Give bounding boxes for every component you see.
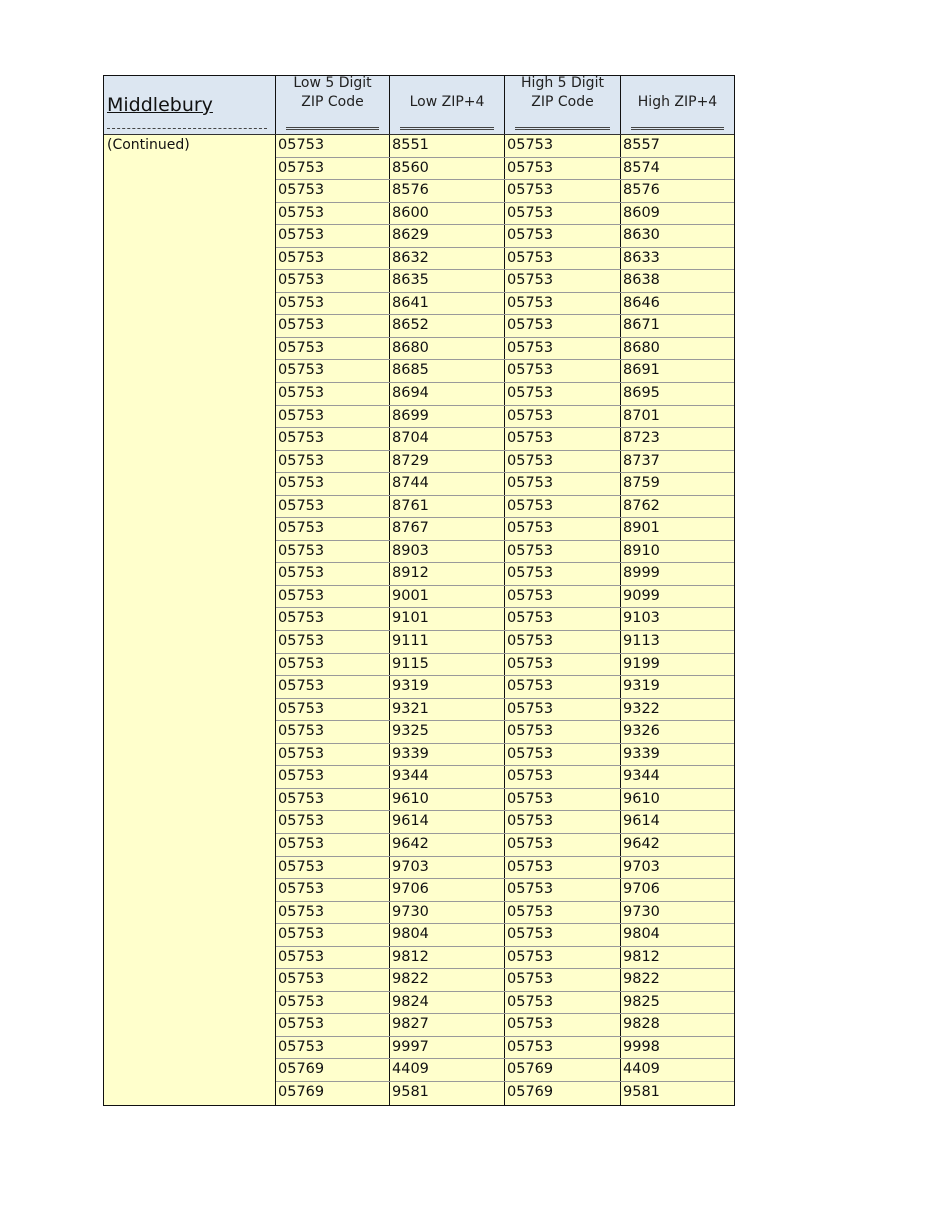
high-5-digit-cell: 05753 (505, 428, 621, 450)
high-5-digit-cell: 05753 (505, 1014, 621, 1036)
low-zip4-cell: 8729 (390, 451, 505, 473)
table-row (276, 699, 734, 722)
low-zip4-cell: 8641 (390, 293, 505, 315)
table-row (276, 969, 734, 992)
low-5-digit-cell: 05753 (276, 947, 390, 969)
low-zip4-cell: 8629 (390, 225, 505, 247)
table-row (276, 789, 734, 812)
high-zip4-cell: 8759 (623, 475, 660, 492)
table-row (276, 496, 734, 519)
table-row (276, 631, 734, 654)
high-5-digit-cell: 05769 (505, 1082, 621, 1105)
high-zip4-cell: 9099 (623, 587, 660, 604)
low-5-digit-cell: 05753 (276, 744, 390, 766)
table-row (276, 518, 734, 541)
high-5-digit-cell: 05753 (505, 203, 621, 225)
table-header (104, 76, 734, 135)
header-low-5-digit (276, 76, 390, 134)
header-high-5-digit-label: High 5 Digit ZIP Code (521, 75, 604, 110)
high-5-digit-cell: 05753 (505, 789, 621, 811)
high-zip4-cell: 9804 (623, 926, 660, 943)
high-zip4-cell: 9581 (623, 1083, 660, 1100)
high-zip4-cell: 8671 (623, 317, 660, 334)
table-row (276, 744, 734, 767)
high-zip4-cell: 9822 (623, 971, 660, 988)
table-row (276, 924, 734, 947)
low-zip4-cell: 9001 (390, 586, 505, 608)
high-zip4-cell: 8646 (623, 294, 660, 311)
low-zip4-cell: 9111 (390, 631, 505, 653)
high-5-digit-cell: 05753 (505, 676, 621, 698)
high-zip4-cell: 8609 (623, 204, 660, 221)
city-column (104, 135, 276, 1105)
low-zip4-cell: 9827 (390, 1014, 505, 1036)
table-row (276, 834, 734, 857)
low-5-digit-cell: 05753 (276, 383, 390, 405)
table-row (276, 383, 734, 406)
table-row (276, 428, 734, 451)
city-name: Middlebury (107, 94, 213, 116)
high-zip4-cell: 9344 (623, 768, 660, 785)
high-5-digit-cell: 05753 (505, 766, 621, 788)
table-row (276, 203, 734, 226)
table-row (276, 811, 734, 834)
low-5-digit-cell: 05753 (276, 518, 390, 540)
header-high-zip4 (621, 76, 734, 134)
low-5-digit-cell: 05753 (276, 879, 390, 901)
low-5-digit-cell: 05753 (276, 248, 390, 270)
low-zip4-cell: 9642 (390, 834, 505, 856)
high-5-digit-cell: 05753 (505, 857, 621, 879)
table-row (276, 1059, 734, 1082)
low-5-digit-cell: 05753 (276, 766, 390, 788)
header-high-zip4-label: High ZIP+4 (637, 94, 718, 110)
high-5-digit-cell: 05753 (505, 383, 621, 405)
high-zip4-cell: 9319 (623, 678, 660, 695)
low-zip4-cell: 9703 (390, 857, 505, 879)
table-row (276, 879, 734, 902)
low-5-digit-cell: 05753 (276, 338, 390, 360)
high-5-digit-cell: 05753 (505, 451, 621, 473)
high-5-digit-cell: 05753 (505, 135, 621, 157)
high-zip4-cell: 9103 (623, 610, 660, 627)
high-zip4-cell: 9825 (623, 993, 660, 1010)
low-zip4-cell: 8767 (390, 518, 505, 540)
low-5-digit-cell: 05753 (276, 969, 390, 991)
header-low-zip4 (390, 76, 505, 134)
high-5-digit-cell: 05753 (505, 654, 621, 676)
continued-label: (Continued) (107, 137, 190, 153)
low-5-digit-cell: 05753 (276, 360, 390, 382)
header-city (104, 76, 276, 134)
table-row (276, 360, 734, 383)
low-5-digit-cell: 05753 (276, 676, 390, 698)
low-5-digit-cell: 05753 (276, 811, 390, 833)
high-5-digit-cell: 05753 (505, 270, 621, 292)
high-5-digit-cell: 05753 (505, 811, 621, 833)
low-zip4-cell: 8652 (390, 315, 505, 337)
high-5-digit-cell: 05753 (505, 992, 621, 1014)
high-zip4-cell: 8576 (623, 182, 660, 199)
high-zip4-cell: 9113 (623, 633, 660, 650)
header-divider (400, 127, 494, 130)
high-zip4-cell: 9199 (623, 655, 660, 672)
low-zip4-cell: 9706 (390, 879, 505, 901)
low-5-digit-cell: 05753 (276, 293, 390, 315)
low-5-digit-cell: 05753 (276, 608, 390, 630)
high-zip4-cell: 8723 (623, 430, 660, 447)
low-5-digit-cell: 05753 (276, 406, 390, 428)
low-5-digit-cell: 05753 (276, 992, 390, 1014)
table-row (276, 338, 734, 361)
table-row (276, 473, 734, 496)
low-5-digit-cell: 05753 (276, 789, 390, 811)
table-row (276, 225, 734, 248)
high-5-digit-cell: 05753 (505, 969, 621, 991)
low-zip4-cell: 9581 (390, 1082, 505, 1105)
high-zip4-cell: 9703 (623, 858, 660, 875)
high-zip4-cell: 9828 (623, 1016, 660, 1033)
high-5-digit-cell: 05753 (505, 586, 621, 608)
table-row (276, 608, 734, 631)
high-zip4-cell: 8638 (623, 272, 660, 289)
table-row (276, 270, 734, 293)
low-zip4-cell: 8912 (390, 563, 505, 585)
table-row (276, 293, 734, 316)
low-zip4-cell: 4409 (390, 1059, 505, 1081)
high-5-digit-cell: 05753 (505, 315, 621, 337)
high-zip4-cell: 9322 (623, 700, 660, 717)
low-5-digit-cell: 05753 (276, 135, 390, 157)
low-zip4-cell: 9822 (390, 969, 505, 991)
header-divider (107, 128, 267, 129)
table-row (276, 248, 734, 271)
high-5-digit-cell: 05753 (505, 225, 621, 247)
table-row (276, 857, 734, 880)
low-zip4-cell: 8744 (390, 473, 505, 495)
low-zip4-cell: 9997 (390, 1037, 505, 1059)
low-5-digit-cell: 05753 (276, 158, 390, 180)
table-row (276, 135, 734, 158)
high-zip4-cell: 9610 (623, 790, 660, 807)
high-zip4-cell: 9998 (623, 1038, 660, 1055)
low-zip4-cell: 9824 (390, 992, 505, 1014)
table-row (276, 180, 734, 203)
table-row (276, 1014, 734, 1037)
low-5-digit-cell: 05753 (276, 473, 390, 495)
high-zip4-cell: 8901 (623, 520, 660, 537)
high-5-digit-cell: 05753 (505, 360, 621, 382)
high-5-digit-cell: 05753 (505, 631, 621, 653)
low-zip4-cell: 8560 (390, 158, 505, 180)
low-zip4-cell: 9325 (390, 721, 505, 743)
high-5-digit-cell: 05753 (505, 563, 621, 585)
high-5-digit-cell: 05753 (505, 699, 621, 721)
low-zip4-cell: 9101 (390, 608, 505, 630)
high-5-digit-cell: 05753 (505, 924, 621, 946)
table-row (276, 451, 734, 474)
high-zip4-cell: 9812 (623, 948, 660, 965)
high-zip4-cell: 9706 (623, 881, 660, 898)
low-zip4-cell: 9339 (390, 744, 505, 766)
low-zip4-cell: 9319 (390, 676, 505, 698)
high-zip4-cell: 8762 (623, 497, 660, 514)
high-zip4-cell: 8557 (623, 137, 660, 153)
header-high-5-digit (505, 76, 621, 134)
high-5-digit-cell: 05753 (505, 1037, 621, 1059)
table-row (276, 947, 734, 970)
low-zip4-cell: 9804 (390, 924, 505, 946)
high-zip4-cell: 8999 (623, 565, 660, 582)
zip-range-table (103, 75, 735, 1106)
table-row (276, 992, 734, 1015)
low-zip4-cell: 8680 (390, 338, 505, 360)
low-5-digit-cell: 05753 (276, 225, 390, 247)
low-5-digit-cell: 05753 (276, 451, 390, 473)
low-zip4-cell: 8632 (390, 248, 505, 270)
high-5-digit-cell: 05753 (505, 473, 621, 495)
high-5-digit-cell: 05753 (505, 158, 621, 180)
low-zip4-cell: 8704 (390, 428, 505, 450)
low-zip4-cell: 9812 (390, 947, 505, 969)
high-5-digit-cell: 05753 (505, 744, 621, 766)
high-zip4-cell: 8910 (623, 542, 660, 559)
high-zip4-cell: 8630 (623, 227, 660, 244)
low-5-digit-cell: 05753 (276, 1037, 390, 1059)
header-divider (515, 127, 610, 130)
high-5-digit-cell: 05753 (505, 338, 621, 360)
low-5-digit-cell: 05753 (276, 541, 390, 563)
low-5-digit-cell: 05753 (276, 857, 390, 879)
low-zip4-cell: 8635 (390, 270, 505, 292)
low-zip4-cell: 8551 (390, 135, 505, 157)
table-row (276, 158, 734, 181)
table-row (276, 721, 734, 744)
low-zip4-cell: 8699 (390, 406, 505, 428)
high-5-digit-cell: 05753 (505, 902, 621, 924)
low-5-digit-cell: 05753 (276, 721, 390, 743)
header-divider (286, 127, 379, 130)
high-5-digit-cell: 05753 (505, 608, 621, 630)
high-5-digit-cell: 05753 (505, 406, 621, 428)
high-zip4-cell: 8633 (623, 249, 660, 266)
table-row (276, 563, 734, 586)
table-row (276, 1082, 734, 1105)
high-5-digit-cell: 05753 (505, 496, 621, 518)
high-zip4-cell: 8695 (623, 385, 660, 402)
high-5-digit-cell: 05753 (505, 834, 621, 856)
zip-rows (276, 135, 734, 1105)
low-5-digit-cell: 05753 (276, 586, 390, 608)
table-row (276, 1037, 734, 1060)
low-5-digit-cell: 05753 (276, 180, 390, 202)
high-5-digit-cell: 05753 (505, 293, 621, 315)
low-5-digit-cell: 05753 (276, 315, 390, 337)
table-row (276, 586, 734, 609)
low-zip4-cell: 8576 (390, 180, 505, 202)
low-5-digit-cell: 05753 (276, 631, 390, 653)
high-zip4-cell: 8691 (623, 362, 660, 379)
high-zip4-cell: 9730 (623, 903, 660, 920)
high-zip4-cell: 8680 (623, 339, 660, 356)
low-5-digit-cell: 05769 (276, 1082, 390, 1105)
high-zip4-cell: 9339 (623, 745, 660, 762)
low-5-digit-cell: 05753 (276, 1014, 390, 1036)
low-zip4-cell: 8694 (390, 383, 505, 405)
low-zip4-cell: 8600 (390, 203, 505, 225)
header-low-zip4-label: Low ZIP+4 (409, 94, 485, 110)
high-5-digit-cell: 05753 (505, 947, 621, 969)
high-zip4-cell: 4409 (623, 1061, 660, 1078)
table-row (276, 406, 734, 429)
high-zip4-cell: 9642 (623, 835, 660, 852)
high-5-digit-cell: 05753 (505, 248, 621, 270)
high-zip4-cell: 8701 (623, 407, 660, 424)
high-5-digit-cell: 05753 (505, 541, 621, 563)
header-low-5-digit-label: Low 5 Digit ZIP Code (293, 75, 372, 110)
low-zip4-cell: 9115 (390, 654, 505, 676)
low-5-digit-cell: 05753 (276, 428, 390, 450)
low-zip4-cell: 9610 (390, 789, 505, 811)
low-5-digit-cell: 05753 (276, 834, 390, 856)
table-row (276, 766, 734, 789)
low-5-digit-cell: 05753 (276, 203, 390, 225)
low-5-digit-cell: 05753 (276, 496, 390, 518)
low-zip4-cell: 9344 (390, 766, 505, 788)
high-5-digit-cell: 05769 (505, 1059, 621, 1081)
low-zip4-cell: 9321 (390, 699, 505, 721)
high-5-digit-cell: 05753 (505, 518, 621, 540)
low-zip4-cell: 8761 (390, 496, 505, 518)
high-zip4-cell: 8574 (623, 159, 660, 176)
high-5-digit-cell: 05753 (505, 180, 621, 202)
table-row (276, 654, 734, 677)
table-row (276, 902, 734, 925)
low-5-digit-cell: 05753 (276, 699, 390, 721)
high-5-digit-cell: 05753 (505, 721, 621, 743)
high-5-digit-cell: 05753 (505, 879, 621, 901)
low-zip4-cell: 8903 (390, 541, 505, 563)
high-zip4-cell: 8737 (623, 452, 660, 469)
table-row (276, 315, 734, 338)
low-5-digit-cell: 05753 (276, 270, 390, 292)
low-zip4-cell: 9730 (390, 902, 505, 924)
table-row (276, 676, 734, 699)
low-zip4-cell: 8685 (390, 360, 505, 382)
table-row (276, 541, 734, 564)
table-body (104, 135, 734, 1105)
low-5-digit-cell: 05753 (276, 654, 390, 676)
low-5-digit-cell: 05753 (276, 902, 390, 924)
high-zip4-cell: 9614 (623, 813, 660, 830)
low-zip4-cell: 9614 (390, 811, 505, 833)
low-5-digit-cell: 05753 (276, 563, 390, 585)
header-divider (631, 127, 724, 130)
low-5-digit-cell: 05753 (276, 924, 390, 946)
high-zip4-cell: 9326 (623, 723, 660, 740)
low-5-digit-cell: 05769 (276, 1059, 390, 1081)
